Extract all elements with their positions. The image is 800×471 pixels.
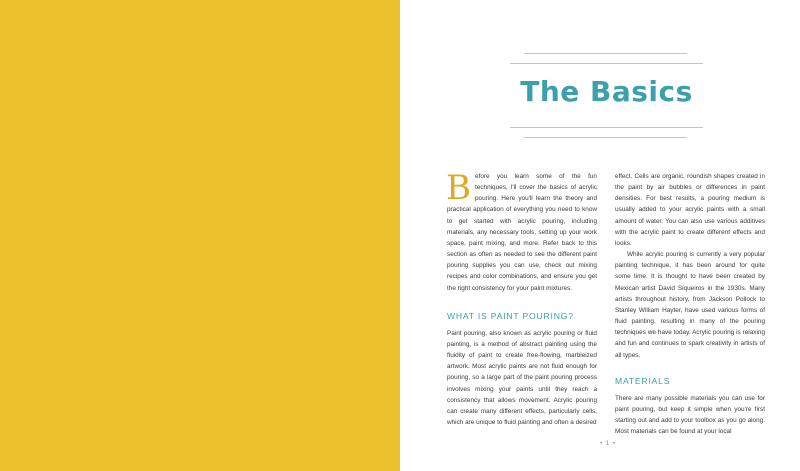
title-rule-top-long [510, 63, 703, 64]
section1-paragraph-1: Paint pouring, also known as acrylic pouring or fluid painting, is a method of abstract painting using the fluidity of paint to create free-flowing, marbleized artwork. Most acrylic paints are not fluid enough for pouring, so a large part of the paint pouring process involves mixing your paints until they reach a consistency that allows movement. Acrylic pouring can create many different effects, particularly cells, which are unique to fluid painting and often a desired [447, 329, 597, 426]
section1-paragraph-2: While acrylic pouring is currently a very popular painting technique, it has been around for quite some time. It is thought to have been created by Mexican artist David Siqueiros in the 1930s. Many artists throughout history, from Jackson Pollock to Stanley William Hayter, have used various forms of fluid painting, resulting in many of the pouring techniques we have today. Acrylic pouring is relaxing and fun and continues to spark creativity in artists of all types. [615, 251, 765, 359]
title-rule-top-short [524, 53, 687, 54]
intro-paragraph [446, 168, 597, 294]
intro-text: efore you learn some of the fun techniques, I'll cover the basics of acrylic pouring. Here you'll learn the theory and practical application of everything you need to know to get started with acrylic pouring, including materials, any necessary tools, setting up your work space, paint mixing, and more. Refer back to this section as often as needed to see the different paint pouring supplies you can use, check out mixing recipes and color combinations, and ensure you get the right consistency for your paint mixtures. [447, 173, 597, 292]
text-column-left [446, 168, 597, 428]
page-number: • 1 • [600, 441, 616, 447]
title-rule-bottom-long [510, 127, 703, 128]
section-heading-materials: MATERIALS [615, 375, 671, 386]
section1-paragraph-1-continued: effect. Cells are organic, roundish shapes created in the paint by air bubbles or differences in paint densities. For best results, a pouring medium is usually added to your acrylic paints with a small amount of water. You can also use various additives with the acrylic paint to create different effects and looks. [615, 173, 765, 247]
page-title: The Basics [520, 75, 693, 108]
drop-cap: B [446, 168, 471, 208]
section2-paragraph-1: There are many possible materials you can use for paint pouring, but keep it simple when you're first starting out and add to your toolbox as you go along. Most materials can be found at your local [615, 394, 765, 436]
section-heading-what-is-paint-pouring: WHAT IS PAINT POURING? [447, 310, 574, 321]
book-page [400, 0, 800, 471]
title-rule-bottom-short [524, 137, 687, 138]
text-column-right [615, 171, 765, 437]
